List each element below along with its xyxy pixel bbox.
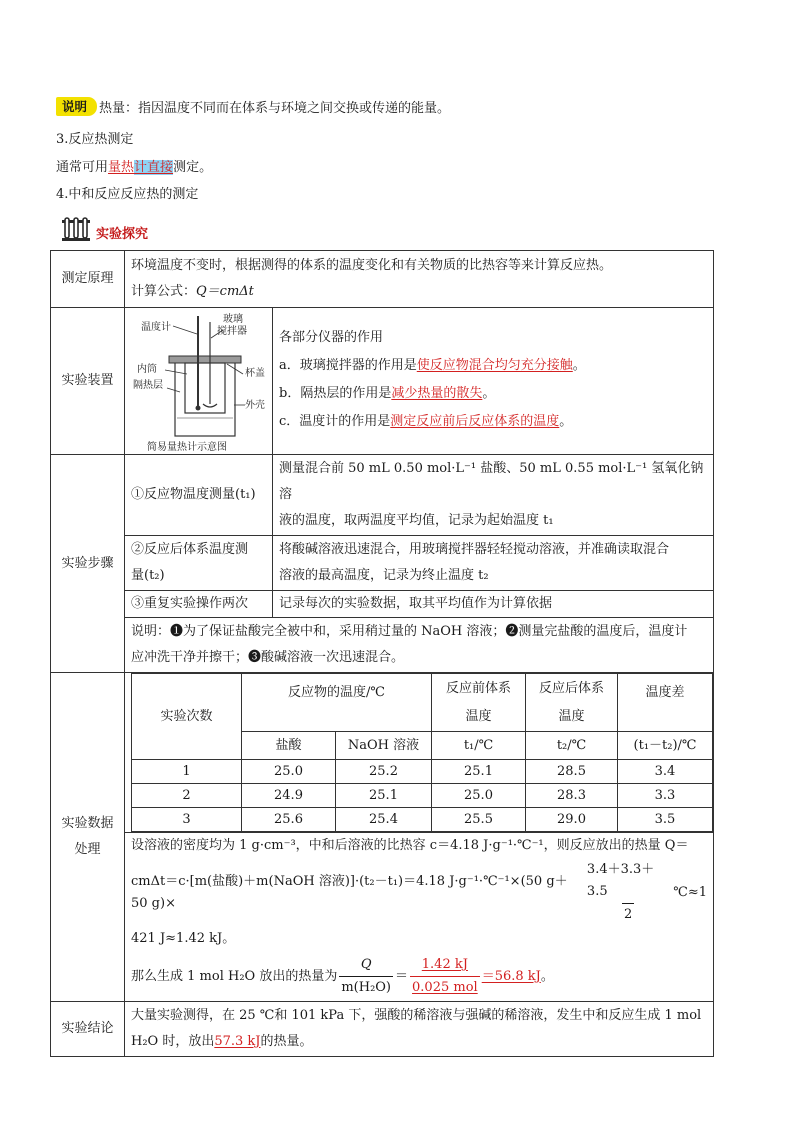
row-step-note [51, 618, 714, 673]
fraction-answer: $\frac{1.42 kJ}{\text{0.025 mol}}$ [410, 954, 480, 999]
header-hcl: 盐酸 [242, 732, 336, 760]
step-2-name: ②反应后体系温度测 量(t₂) [125, 536, 273, 591]
step-2-desc: 将酸碱溶液迅速混合，用玻璃搅拌器轻轻搅动溶液，并准确读取混合 溶液的最高温度，记录为终止温度 t₂ [273, 536, 714, 591]
data-table-cell [125, 673, 714, 833]
hl-calorimeter-2: 计 [134, 160, 148, 175]
step-1-desc: 测量混合前 50 mL 0.50 mol·L⁻¹ 盐酸、50 mL 0.55 mol·L⁻¹ 氢氧化钠溶 液的温度，取两温度平均值，记录为起始温度 t₁ [273, 455, 714, 536]
label-principle: 测定原理 [51, 251, 125, 308]
label-glass: 玻璃 [223, 314, 243, 325]
hl-calorimeter-1: 量热 [108, 160, 135, 175]
calculation: 设溶液的密度均为 1 g·cm⁻³，中和后溶液的比热容 c＝4.18 J·g⁻¹·℃⁻¹，则反应放出的热量 Q＝ cmΔt＝c·[m(盐酸)＋m(NaOH 溶液)]·(t₂－t₁)＝4.18 J·g⁻¹·℃⁻¹×(50 g＋50 g)× $\frac{3.4+3.3+3.5}{2}$ ℃≈1 421 J≈1.42 kJ。 那么生成 1 mol H₂O 放出的热量为 $\frac{Q}{\text{m(H₂O)}}$ ＝ $\frac{1.42 kJ}{\text{0.025 mol}}$ ＝56.8 kJ 。 [125, 833, 714, 1002]
header-t2: t₂/℃ [526, 732, 618, 760]
section4-title: 4.中和反应反应热的测定 [56, 187, 199, 202]
step-3-name: ③重复实验操作两次 [125, 591, 273, 618]
label-apparatus: 实验装置 [51, 308, 125, 455]
experiment-header-text: 实验探究 [96, 227, 149, 242]
label-stirrer: 搅拌器 [217, 326, 247, 337]
row-step-2 [51, 536, 714, 591]
test-tube-rack-icon [60, 216, 92, 242]
header-t2t1: (t₁－t₂)/℃ [618, 732, 713, 760]
row-step-3 [51, 591, 714, 618]
label-data: 实验数据 处理 [51, 673, 125, 1002]
step-3-desc: 记录每次的实验数据，取其平均值作为计算依据 [273, 591, 714, 618]
label-thermometer: 温度计 [141, 322, 171, 333]
apparatus-functions: 各部分仪器的作用 a．玻璃搅拌器的作用是使反应物混合均匀充分接触。 b．隔热层的作用是减少热量的散失。 c．温度计的作用是测定反应前后反应体系的温度。 [273, 308, 714, 455]
header-reactant-temp: 反应物的温度/℃ [242, 674, 432, 732]
answer-c: 测定反应前后反应体系的温度 [390, 414, 560, 429]
row-conclusion [51, 1002, 714, 1057]
apparatus-diagram-cell [125, 308, 273, 455]
diagram-caption: 简易量热计示意图 [147, 442, 227, 453]
label-insulation: 隔热层 [133, 380, 163, 391]
conclusion-content: 大量实验测得，在 25 ℃和 101 kPa 下，强酸的稀溶液与强碱的稀溶液，发生中和反应生成 1 mol H₂O 时，放出57.3 kJ的热量。 [125, 1002, 714, 1057]
answer-a: 使反应物混合均匀充分接触 [416, 358, 573, 373]
note-line [56, 97, 450, 116]
table-row: 3 25.6 25.4 25.5 29.0 3.5 [132, 808, 713, 832]
row-calc [51, 833, 714, 1002]
row-apparatus [51, 308, 714, 455]
steps-note: 说明：❶为了保证盐酸完全被中和，采用稍过量的 NaOH 溶液；❷测量完盐酸的温度后，温度计 应冲洗干净并擦干；❸酸碱溶液一次迅速混合。 [125, 618, 714, 673]
fraction-q-over-m: $\frac{Q}{\text{m(H₂O)}}$ [339, 954, 393, 999]
average-fraction: $\frac{3.4+3.3+3.5}{2}$ [585, 859, 671, 926]
experiment-header [60, 216, 148, 242]
step-1-name: ①反应物温度测量(t₁) [125, 455, 273, 536]
conclusion-answer: 57.3 kJ [214, 1034, 261, 1049]
label-steps: 实验步骤 [51, 455, 125, 673]
label-inner: 内筒 [137, 364, 157, 375]
header-diff: 温度差 [618, 674, 713, 732]
table-row: 1 25.0 25.2 25.1 28.5 3.4 [132, 760, 713, 784]
hl-direct: 直接 [147, 160, 174, 175]
calorimeter-diagram [125, 308, 271, 454]
section3-text: 通常可用量热计直接测定。 [56, 160, 213, 175]
header-t1: t₁/℃ [432, 732, 526, 760]
table-row: 2 24.9 25.1 25.0 28.3 3.3 [132, 784, 713, 808]
principle-content: 环境温度不变时，根据测得的体系的温度变化和有关物质的比热容等来计算反应热。 计算公式：Q＝cmΔt [125, 251, 714, 308]
row-data [51, 673, 714, 833]
note-text: 热量：指因温度不同而在体系与环境之间交换或传递的能量。 [99, 101, 451, 116]
data-table [131, 673, 713, 832]
final-answer: ＝56.8 kJ [481, 968, 541, 984]
section3-title: 3.反应热测定 [56, 132, 134, 147]
header-after: 反应后体系 温度 [526, 674, 618, 732]
formula: Q＝cmΔt [196, 284, 254, 299]
label-shell: 外壳 [245, 400, 265, 411]
note-tag: 说明 [56, 97, 97, 116]
label-conclusion: 实验结论 [51, 1002, 125, 1057]
answer-b: 减少热量的散失 [391, 386, 483, 401]
row-principle [51, 251, 714, 308]
header-before: 反应前体系 温度 [432, 674, 526, 732]
experiment-table [50, 250, 714, 1057]
header-count: 实验次数 [132, 674, 242, 760]
row-step-1 [51, 455, 714, 536]
label-lid: 杯盖 [245, 368, 265, 379]
header-naoh: NaOH 溶液 [336, 732, 432, 760]
